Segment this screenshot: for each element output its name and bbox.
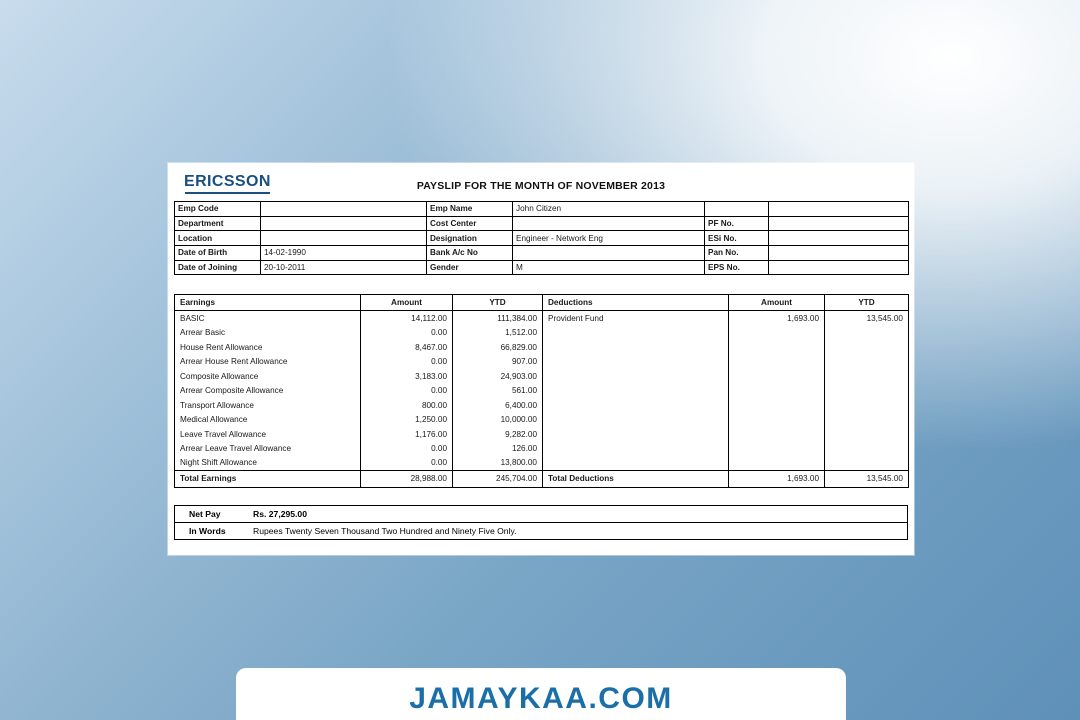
- company-logo: ERICSSON: [184, 173, 271, 190]
- earning-name: Medical Allowance: [175, 412, 361, 427]
- dob-label: Date of Birth: [175, 246, 261, 261]
- col-earnings-ytd: YTD: [453, 295, 543, 311]
- spacer: [174, 275, 908, 294]
- table-header-row: [175, 295, 909, 311]
- doj-label: Date of Joining: [175, 260, 261, 275]
- col-deductions: Deductions: [543, 295, 729, 311]
- deduction-name-empty: [543, 398, 729, 413]
- cost-center-value: [513, 216, 705, 231]
- deduction-name-empty: [543, 369, 729, 384]
- earning-amount: 8,467.00: [361, 340, 453, 355]
- table-row: [175, 441, 909, 456]
- deduction-amount-empty: [729, 354, 825, 369]
- employee-details-table: [174, 201, 909, 275]
- esi-no-label: ESi No.: [705, 231, 769, 246]
- page-title: PAYSLIP FOR THE MONTH OF NOVEMBER 2013: [416, 180, 666, 192]
- earning-ytd: 66,829.00: [453, 340, 543, 355]
- deduction-name-empty: [543, 383, 729, 398]
- location-value: [261, 231, 427, 246]
- earning-ytd: 111,384.00: [453, 311, 543, 326]
- deduction-amount-empty: [729, 456, 825, 471]
- emp-code-label: Emp Code: [175, 202, 261, 217]
- deduction-amount-empty: [729, 441, 825, 456]
- bank-account-label: Bank A/c No: [427, 246, 513, 261]
- gender-label: Gender: [427, 260, 513, 275]
- emp-name-label: Emp Name: [427, 202, 513, 217]
- earning-name: Composite Allowance: [175, 369, 361, 384]
- earning-name: Transport Allowance: [175, 398, 361, 413]
- pf-no-label: PF No.: [705, 216, 769, 231]
- earning-amount: 800.00: [361, 398, 453, 413]
- earning-amount: 0.00: [361, 325, 453, 340]
- earning-ytd: 1,512.00: [453, 325, 543, 340]
- deduction-ytd-empty: [825, 369, 909, 384]
- table-row: [175, 369, 909, 384]
- table-row: [175, 231, 909, 246]
- table-row: [175, 456, 909, 471]
- site-watermark-banner: [236, 668, 846, 720]
- deduction-ytd-empty: [825, 340, 909, 355]
- earning-ytd: 10,000.00: [453, 412, 543, 427]
- net-pay-row: [175, 505, 908, 522]
- in-words-row: [175, 522, 908, 539]
- earning-name: Night Shift Allowance: [175, 456, 361, 471]
- col-earnings-amount: Amount: [361, 295, 453, 311]
- table-row: [175, 202, 909, 217]
- table-row: [175, 412, 909, 427]
- in-words-cell: [175, 522, 908, 539]
- total-earnings-label: Total Earnings: [175, 470, 361, 487]
- net-pay-table: [174, 505, 908, 540]
- deduction-name-empty: [543, 456, 729, 471]
- gender-value: M: [513, 260, 705, 275]
- table-row: [175, 246, 909, 261]
- deduction-amount-empty: [729, 325, 825, 340]
- earning-name: Arrear Composite Allowance: [175, 383, 361, 398]
- table-row: [175, 383, 909, 398]
- total-earnings-ytd: 245,704.00: [453, 470, 543, 487]
- table-row: [175, 427, 909, 442]
- deduction-amount-empty: [729, 369, 825, 384]
- deduction-ytd-empty: [825, 325, 909, 340]
- empty-label-1: [705, 202, 769, 217]
- eps-no-label: EPS No.: [705, 260, 769, 275]
- deduction-ytd-empty: [825, 441, 909, 456]
- deduction-amount-empty: [729, 340, 825, 355]
- earning-ytd: 24,903.00: [453, 369, 543, 384]
- earning-amount: 1,176.00: [361, 427, 453, 442]
- earning-amount: 1,250.00: [361, 412, 453, 427]
- pan-no-label: Pan No.: [705, 246, 769, 261]
- earning-ytd: 126.00: [453, 441, 543, 456]
- payslip-header: [174, 167, 908, 201]
- deduction-ytd-empty: [825, 456, 909, 471]
- deduction-name-empty: [543, 441, 729, 456]
- earning-amount: 3,183.00: [361, 369, 453, 384]
- deduction-amount-empty: [729, 383, 825, 398]
- deduction-amount-empty: [729, 427, 825, 442]
- department-value: [261, 216, 427, 231]
- deduction-ytd-empty: [825, 398, 909, 413]
- total-earnings-amount: 28,988.00: [361, 470, 453, 487]
- location-label: Location: [175, 231, 261, 246]
- earning-name: Arrear House Rent Allowance: [175, 354, 361, 369]
- deduction-name-empty: [543, 340, 729, 355]
- deduction-name: Provident Fund: [543, 311, 729, 326]
- table-row: [175, 325, 909, 340]
- earning-name: Arrear Leave Travel Allowance: [175, 441, 361, 456]
- table-row: [175, 260, 909, 275]
- col-earnings: Earnings: [175, 295, 361, 311]
- net-pay-value: Rs. 27,295.00: [253, 508, 307, 519]
- dob-value: 14-02-1990: [261, 246, 427, 261]
- department-label: Department: [175, 216, 261, 231]
- empty-value-1: [769, 202, 909, 217]
- deduction-name-empty: [543, 427, 729, 442]
- earning-amount: 0.00: [361, 456, 453, 471]
- earning-ytd: 9,282.00: [453, 427, 543, 442]
- bank-account-value: [513, 246, 705, 261]
- cost-center-label: Cost Center: [427, 216, 513, 231]
- doj-value: 20-10-2011: [261, 260, 427, 275]
- deduction-name-empty: [543, 412, 729, 427]
- earnings-body: [175, 311, 909, 488]
- table-row: [175, 216, 909, 231]
- table-row: [175, 311, 909, 326]
- earning-name: Leave Travel Allowance: [175, 427, 361, 442]
- earning-amount: 0.00: [361, 354, 453, 369]
- earning-name: House Rent Allowance: [175, 340, 361, 355]
- total-deductions-ytd: 13,545.00: [825, 470, 909, 487]
- deduction-ytd-empty: [825, 354, 909, 369]
- table-row: [175, 340, 909, 355]
- earning-name: BASIC: [175, 311, 361, 326]
- payslip-document: [168, 163, 914, 555]
- earning-amount: 0.00: [361, 441, 453, 456]
- emp-name-value: John Citizen: [513, 202, 705, 217]
- earnings-deductions-table: [174, 294, 909, 488]
- emp-code-value: [261, 202, 427, 217]
- deduction-name-empty: [543, 325, 729, 340]
- col-deductions-ytd: YTD: [825, 295, 909, 311]
- earning-ytd: 907.00: [453, 354, 543, 369]
- net-pay-cell: [175, 505, 908, 522]
- total-deductions-amount: 1,693.00: [729, 470, 825, 487]
- totals-row: [175, 470, 909, 487]
- pan-no-value: [769, 246, 909, 261]
- earning-name: Arrear Basic: [175, 325, 361, 340]
- designation-value: Engineer - Network Eng: [513, 231, 705, 246]
- earning-amount: 14,112.00: [361, 311, 453, 326]
- pf-no-value: [769, 216, 909, 231]
- deduction-amount-empty: [729, 412, 825, 427]
- deduction-ytd-empty: [825, 383, 909, 398]
- net-pay-label: Net Pay: [189, 508, 221, 519]
- earning-ytd: 13,800.00: [453, 456, 543, 471]
- in-words-value: Rupees Twenty Seven Thousand Two Hundred and Ninety Five Only.: [253, 525, 517, 536]
- deduction-ytd-empty: [825, 412, 909, 427]
- deduction-ytd-empty: [825, 427, 909, 442]
- earning-amount: 0.00: [361, 383, 453, 398]
- esi-no-value: [769, 231, 909, 246]
- earning-ytd: 6,400.00: [453, 398, 543, 413]
- deduction-name-empty: [543, 354, 729, 369]
- deduction-amount-empty: [729, 398, 825, 413]
- earning-ytd: 561.00: [453, 383, 543, 398]
- deduction-amount: 1,693.00: [729, 311, 825, 326]
- site-watermark-text: JAMAYKAA.COM: [409, 682, 673, 715]
- total-deductions-label: Total Deductions: [543, 470, 729, 487]
- deduction-ytd: 13,545.00: [825, 311, 909, 326]
- in-words-label: In Words: [189, 525, 226, 536]
- designation-label: Designation: [427, 231, 513, 246]
- table-row: [175, 398, 909, 413]
- col-deductions-amount: Amount: [729, 295, 825, 311]
- eps-no-value: [769, 260, 909, 275]
- table-row: [175, 354, 909, 369]
